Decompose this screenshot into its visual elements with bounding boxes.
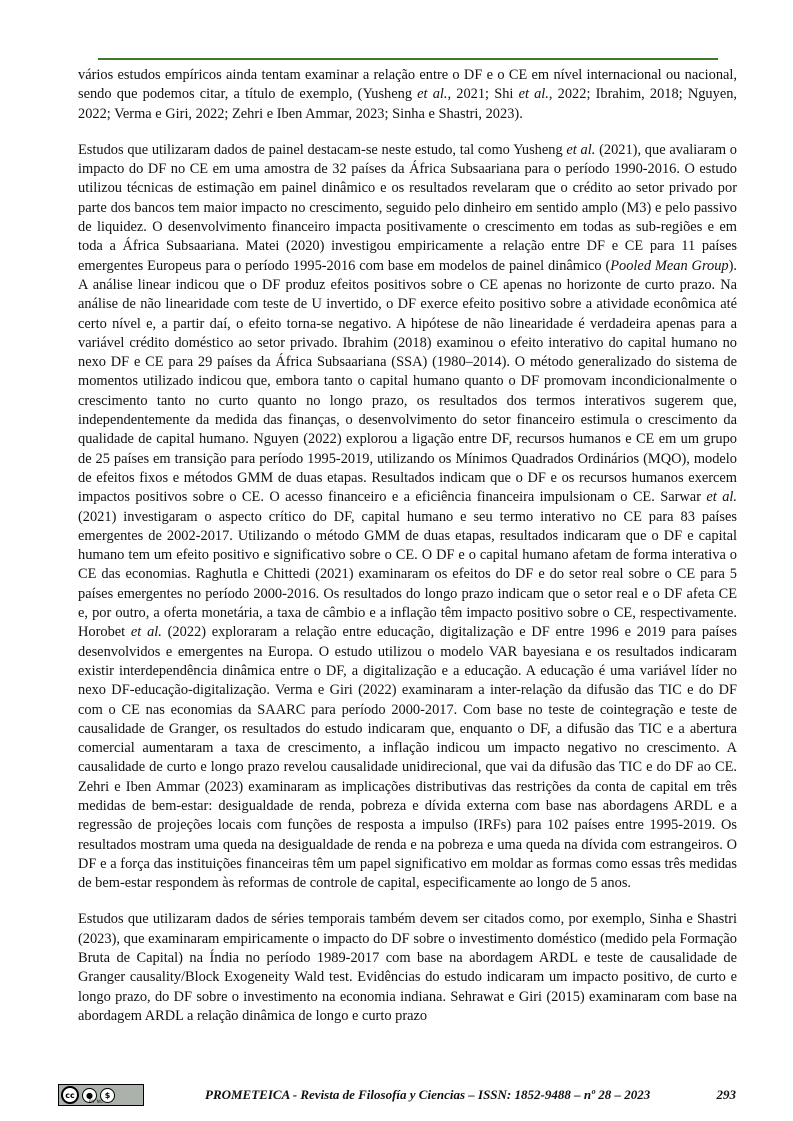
page-number: 293 <box>716 1087 736 1102</box>
text-run: , 2021; Shi <box>447 86 519 103</box>
journal-citation: PROMETEICA - Revista de Filosofía y Ciencias – ISSN: 1852-9488 – nº 28 – 2023 <box>205 1087 651 1102</box>
paragraph-intro <box>78 66 737 124</box>
no-dollar-icon: $ <box>100 1088 115 1103</box>
text-run: (2021) investigaram o aspecto crítico do DF, capital humano e seu termo interativo no CE para 83 países emergentes de 2002-2017. Utilizando o método GMM de duas etapas, resultados indicaram que o DF e capital humano tem um efeito positivo e significativo sobre o CE. O DF e o capital humano afetam de forma interativa o CE das economias. Raghutla e Chittedi (2021) examinaram os efeitos do DF e do setor real sobre o CE para 5 países emergentes no período 2000-2016. Os resultados do longo prazo indicam que o setor real e o DF afeta CE e, por outro, a oferta monetária, a taxa de câmbio e a inflação têm impacto positivo sobre o CE, respectivamente. Horobet <box>78 508 737 641</box>
text-run: (2021), que avaliaram o impacto do DF no CE em uma amostra de 32 países da África Subsaariana para o período 1990-2016. O estudo utilizou técnicas de estimação em painel dinâmico e os resultados revelaram que o crédito ao setor privado por parte dos bancos tem maior impacto no crescimento, seguido pelo dinheiro em sentido amplo (M3) e pelo passivo de liquidez. O desenvolvimento financeiro impacta positivamente o crescimento em todas as sub-regiões e em toda a África Subsaariana. Matei (2020) investigou empiricamente a relação entre DF e CE para 11 países emergentes Europeus para o período 1995-2016 com base em modelos de painel dinâmico ( <box>78 141 737 274</box>
text-run: Estudos que utilizaram dados de séries temporais também devem ser citados como, por exemplo, Sinha e Shastri (2023), que examinaram empiricamente o impacto do DF sobre o investimento doméstico (medido pela Formação Bruta de Capital) na Índia no período 1989-2017 com base na abordagem ARDL e teste de causalidade de Granger causality/Block Exogeneity Wald test. Evidências do estudo indicaram um impacto positivo, de curto e longo prazo, do DF sobre o investimento na economia indiana. Sehrawat e Giri (2015) examinaram com base na abordagem ARDL a relação dinâmica de longo e curto prazo <box>78 911 737 1024</box>
italic-run: et al. <box>706 489 737 506</box>
license-text: BY NC <box>89 1099 104 1104</box>
text-run: , 2022; Ibrahim, 2018; Nguyen, 2022; Verma e Giri, 2022; Zehri e Iben Ammar, 2023; Sinha e Shastri, 2023). <box>78 86 737 122</box>
cc-icon: cc <box>61 1086 79 1104</box>
italic-run: et al. <box>130 624 162 641</box>
text-run: ). A análise linear indicou que o DF produz efeitos positivos sobre o CE apenas no horizonte de curto prazo. Na análise de não linearidade com teste de U invertido, o DF exerce efeito positivo sobre a atividade econômica até certo nível e, a partir daí, o efeito torna-se negativo. A hipótese de não linearidade é verdadeira apenas para a variável crédito doméstico ao setor privado. Ibrahim (2018) examinou o efeito interativo do capital humano no nexo DF e CE para 29 países da África Subsaariana (SSA) (1980–2014). O método generalizado do sistema de momentos utilizado indicou que, embora tanto o capital humano quanto o DF promovam incondicionalmente o crescimento tanto no curto quanto no longo prazo, os resultados dos termos interativos sugerem que, independentemente da medida das finanças, o desenvolvimento do setor financeiro estimula o crescimento da qualidade de capital humano. Nguyen (2022) explorou a ligação entre DF, recursos humanos e CE em um grupo de 25 países em transição para período 1995-2019, utilizando os Mínimos Quadrados Ordinários (MQO), modelo de efeitos fixos e métodos GMM de duas etapas. Resultados indicam que o DF e os recursos humanos exercem impactos positivos sobre o CE. O acesso financeiro e a eficiência financeira impulsionam o CE. Sarwar <box>78 257 737 506</box>
text-run: Estudos que utilizaram dados de painel destacam-se neste estudo, tal como Yusheng <box>78 141 567 158</box>
page-footer <box>58 1084 738 1112</box>
header-rule <box>98 58 718 60</box>
person-icon: ● <box>82 1088 97 1103</box>
page-body <box>78 66 737 1026</box>
italic-run: et al. <box>518 86 549 103</box>
paragraph-panel-studies <box>78 141 737 894</box>
italic-run: Pooled Mean Group <box>610 257 729 274</box>
text-run: (2022) exploraram a relação entre educação, digitalização e DF entre 1996 e 2019 para países desenvolvidos e emergentes na Europa. O estudo utilizou o modelo VAR bayesiana e os resultados indicaram existir interdependência dinâmica entre o DF, a digitalização e a educação. A educação é uma variável líder no nexo DF-educação-digitalização. Verma e Giri (2022) examinaram a inter-relação da difusão das TIC e do DF com o CE nas economias da SAARC para período 2000-2017. Com base no teste de cointegração e teste de causalidade de Granger, os resultados do estudo indicaram que, enquanto o DF, a difusão das TIC e a abertura comercial aumentaram a taxa de crescimento, a inflação indicou um impacto negativo no crescimento. A causalidade de curto e longo prazo revelou causalidade unidirecional, que vai da difusão das TIC e do DF ao CE. Zehri e Iben Ammar (2023) examinaram as implicações distributivas das restrições da conta de capital em três medidas de bem-estar: desigualdade de renda, pobreza e dívida externa com base nas abordagens ARDL e a regressão de projeções locais com funções de resposta a impulso (IRFs) para 102 países entre 1995-2019. Os resultados mostram uma queda na desigualdade de renda e na pobreza e uma queda na dívida com estrangeiros. O DF e a força das instituições financeiras têm um papel significativo em moldar as formas como essas três medidas de bem-estar respondem às reformas de controle de capital, especificamente ao longo de 5 anos. <box>78 624 737 892</box>
italic-run: et al. <box>417 86 448 103</box>
paragraph-time-series <box>78 910 737 1026</box>
italic-run: et al. <box>566 141 596 158</box>
creative-commons-by-nc-icon[interactable] <box>58 1084 144 1106</box>
text-run: vários estudos empíricos ainda tentam examinar a relação entre o DF e o CE em nível internacional ou nacional, sendo que podemos citar, a título de exemplo, (Yusheng <box>78 67 737 103</box>
